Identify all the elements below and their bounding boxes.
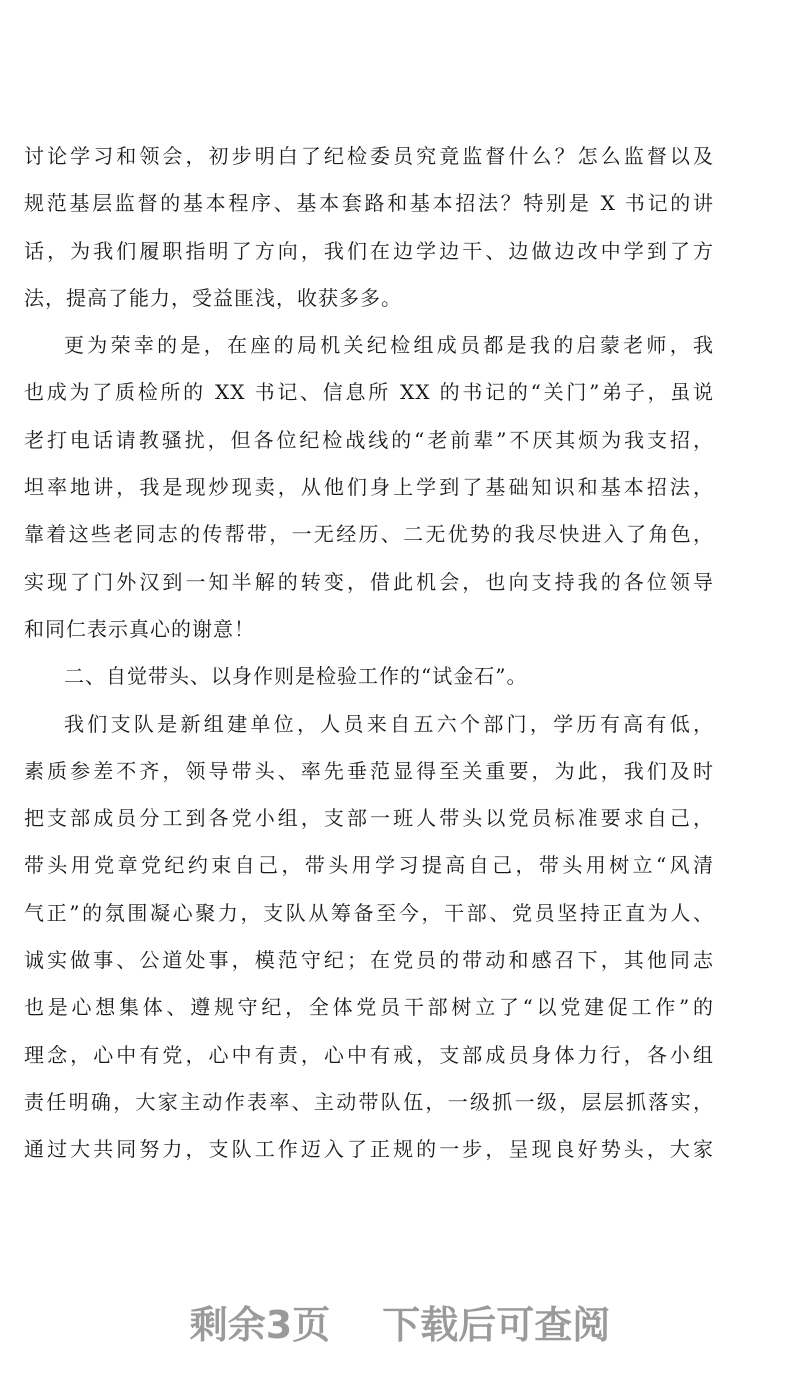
text-line: 通过大共同努力，支队工作迈入了正规的一步，呈现良好势头，大家 bbox=[24, 1137, 714, 1162]
section-heading bbox=[24, 653, 714, 700]
text-line: 实现了门外汉到一知半解的转变，借此机会，也向支持我的各位领导 bbox=[24, 569, 714, 594]
text-line: 理念，心中有党，心中有责，心中有戒，支部成员身体力行，各小组 bbox=[24, 1042, 714, 1067]
remaining-pages-label: 剩余3页 bbox=[189, 1303, 331, 1347]
text-line: 把支部成员分工到各党小组，支部一班人带头以党员标准要求自己， bbox=[24, 806, 714, 831]
text-line: 更为荣幸的是，在座的局机关纪检组成员都是我的启蒙老师，我 bbox=[64, 333, 714, 358]
text-line: 老打电话请教骚扰，但各位纪检战线的“老前辈”不厌其烦为我支招， bbox=[24, 427, 714, 452]
text-line: 素质参差不齐，领导带头、率先垂范显得至关重要，为此，我们及时 bbox=[24, 758, 714, 783]
text-line: 坦率地讲，我是现炒现卖，从他们身上学到了基础知识和基本招法， bbox=[24, 475, 714, 500]
text-line: 也是心想集体、遵规守纪，全体党员干部树立了“以党建促工作”的 bbox=[24, 995, 714, 1020]
paragraph-1 bbox=[24, 133, 714, 322]
text-line: 话，为我们履职指明了方向，我们在边学边干、边做边改中学到了方 bbox=[24, 238, 714, 263]
text-line: 和同仁表示真心的谢意！ bbox=[24, 616, 255, 641]
heading-line: 二、自觉带头、以身作则是检验工作的“试金石”。 bbox=[64, 664, 528, 689]
paragraph-2 bbox=[24, 322, 714, 653]
text-line: 靠着这些老同志的传帮带，一无经历、二无优势的我尽快进入了角色， bbox=[24, 522, 714, 547]
text-line: 带头用党章党纪约束自己，带头用学习提高自己，带头用树立“风清 bbox=[24, 853, 714, 878]
text-line: 诚实做事、公道处事，模范守纪；在党员的带动和感召下，其他同志 bbox=[24, 948, 714, 973]
text-line: 我们支队是新组建单位，人员来自五六个部门，学历有高有低， bbox=[64, 711, 714, 736]
text-line: 讨论学习和领会，初步明白了纪检委员究竟监督什么？怎么监督以及 bbox=[24, 144, 714, 168]
paragraph-3 bbox=[24, 701, 714, 1174]
text-line: 责任明确，大家主动作表率、主动带队伍，一级抓一级，层层抓落实， bbox=[24, 1089, 714, 1114]
text-line: 气正”的氛围凝心聚力，支队从筹备至今，干部、党员坚持正直为人、 bbox=[24, 900, 714, 925]
text-line: 也成为了质检所的 XX 书记、信息所 XX 的书记的“关门”弟子，虽说 bbox=[24, 380, 714, 405]
text-line: 法，提高了能力，受益匪浅，收获多多。 bbox=[24, 285, 402, 310]
download-to-view-label[interactable]: 下载后可查阅 bbox=[382, 1303, 611, 1347]
document-body bbox=[24, 133, 714, 1174]
text-line: 规范基层监督的基本程序、基本套路和基本招法？特别是 X 书记的讲 bbox=[24, 191, 714, 216]
download-prompt-banner[interactable] bbox=[0, 1295, 800, 1355]
